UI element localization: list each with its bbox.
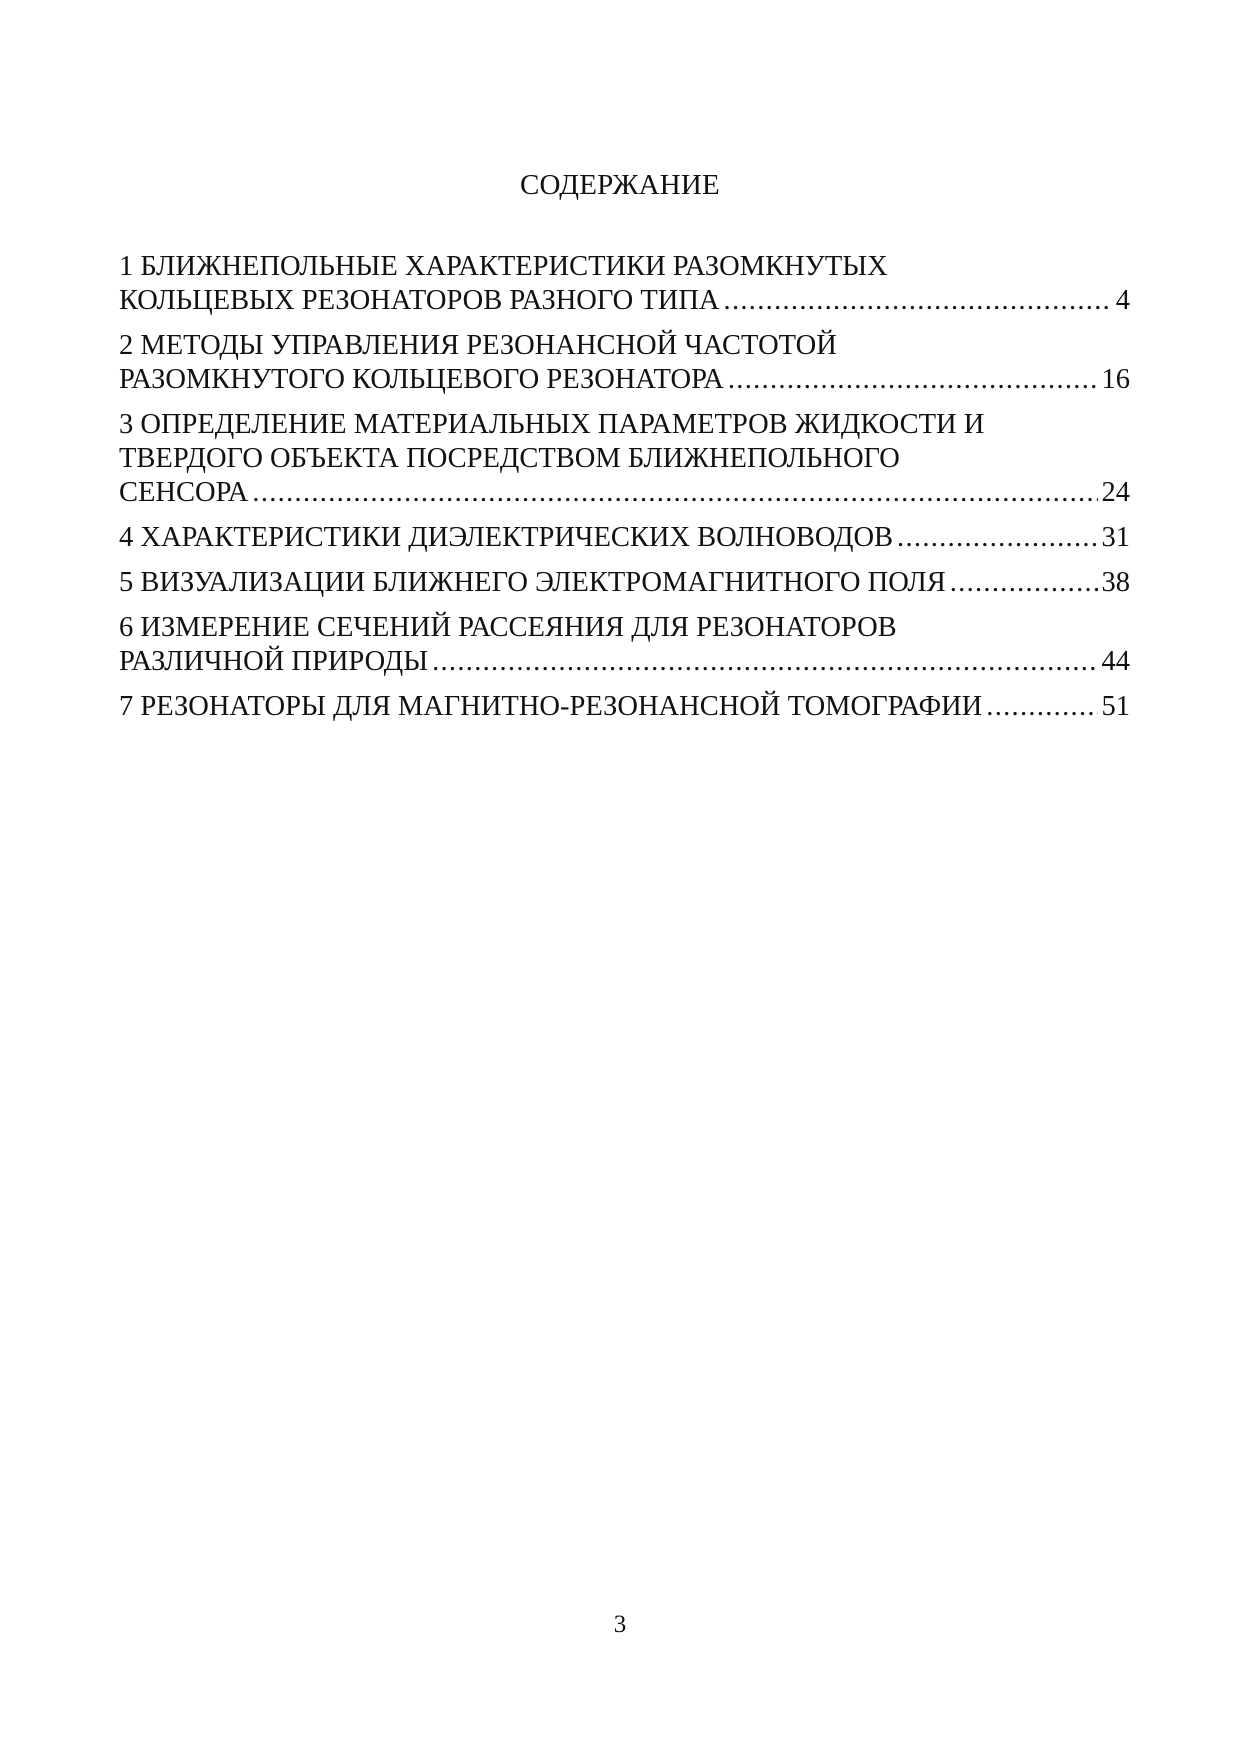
toc-entry-title-line [119, 611, 1130, 645]
toc-dot-leader [252, 476, 1097, 510]
toc-entry-3[interactable] [119, 408, 1130, 510]
toc-entry-last-line [119, 363, 1130, 397]
toc-entry-title-text: 4 ХАРАКТЕРИСТИКИ ДИЭЛЕКТРИЧЕСКИХ ВОЛНОВОДОВ [119, 522, 894, 553]
toc-entry-6[interactable] [119, 611, 1130, 679]
toc-dot-leader [432, 645, 1097, 679]
toc-entry-title-text: РАЗЛИЧНОЙ ПРИРОДЫ [119, 646, 429, 677]
toc-entry-title-text: 6 ИЗМЕРЕНИЕ СЕЧЕНИЙ РАССЕЯНИЯ ДЛЯ РЕЗОНАТОРОВ [119, 612, 897, 643]
toc-entry-page-number: 38 [1101, 567, 1130, 598]
toc-entry-title-line [119, 442, 1130, 476]
toc-entry-page-number: 24 [1101, 477, 1130, 508]
toc-entry-page-number: 51 [1101, 691, 1130, 722]
toc-entry-last-line [119, 284, 1130, 318]
toc-entry-title-text: СЕНСОРА [119, 477, 249, 508]
toc-dot-leader [986, 690, 1097, 724]
toc-entry-title-text: КОЛЬЦЕВЫХ РЕЗОНАТОРОВ РАЗНОГО ТИПА [119, 285, 720, 316]
toc-entry-last-line [119, 645, 1130, 679]
toc-dot-leader [950, 566, 1098, 600]
toc-entry-last-line [119, 566, 1130, 600]
toc-entry-4[interactable] [119, 521, 1130, 555]
toc-heading: СОДЕРЖАНИЕ [520, 169, 720, 201]
toc-entry-title-text: 3 ОПРЕДЕЛЕНИЕ МАТЕРИАЛЬНЫХ ПАРАМЕТРОВ ЖИДКОСТИ И [119, 409, 985, 440]
toc-entry-page-number: 4 [1115, 285, 1130, 316]
page-number: 3 [613, 1611, 627, 1638]
toc-entry-7[interactable] [119, 690, 1130, 724]
toc-dot-leader [897, 521, 1097, 555]
toc-entry-title-text: ТВЕРДОГО ОБЪЕКТА ПОСРЕДСТВОМ БЛИЖНЕПОЛЬНОГО [119, 443, 900, 474]
toc-entry-title-text: 1 БЛИЖНЕПОЛЬНЫЕ ХАРАКТЕРИСТИКИ РАЗОМКНУТЫХ [119, 251, 888, 282]
toc-entry-last-line [119, 521, 1130, 555]
toc-entry-2[interactable] [119, 329, 1130, 397]
toc-entry-last-line [119, 690, 1130, 724]
toc-entry-5[interactable] [119, 566, 1130, 600]
toc-entry-title-text: 5 ВИЗУАЛИЗАЦИИ БЛИЖНЕГО ЭЛЕКТРОМАГНИТНОГО ПОЛЯ [119, 567, 946, 598]
table-of-contents [119, 250, 1130, 735]
toc-entry-title-line [119, 329, 1130, 363]
toc-entry-1[interactable] [119, 250, 1130, 318]
toc-entry-page-number: 31 [1101, 522, 1130, 553]
toc-entry-title-text: 2 МЕТОДЫ УПРАВЛЕНИЯ РЕЗОНАНСНОЙ ЧАСТОТОЙ [119, 330, 837, 361]
toc-entry-page-number: 16 [1101, 364, 1130, 395]
toc-entry-title-text: 7 РЕЗОНАТОРЫ ДЛЯ МАГНИТНО-РЕЗОНАНСНОЙ ТОМОГРАФИИ [119, 691, 983, 722]
toc-entry-title-line [119, 408, 1130, 442]
toc-dot-leader [724, 284, 1112, 318]
toc-entry-title-text: РАЗОМКНУТОГО КОЛЬЦЕВОГО РЕЗОНАТОРА [119, 364, 724, 395]
toc-dot-leader [728, 363, 1098, 397]
toc-entry-title-line [119, 250, 1130, 284]
toc-entry-last-line [119, 476, 1130, 510]
toc-entry-page-number: 44 [1101, 646, 1130, 677]
